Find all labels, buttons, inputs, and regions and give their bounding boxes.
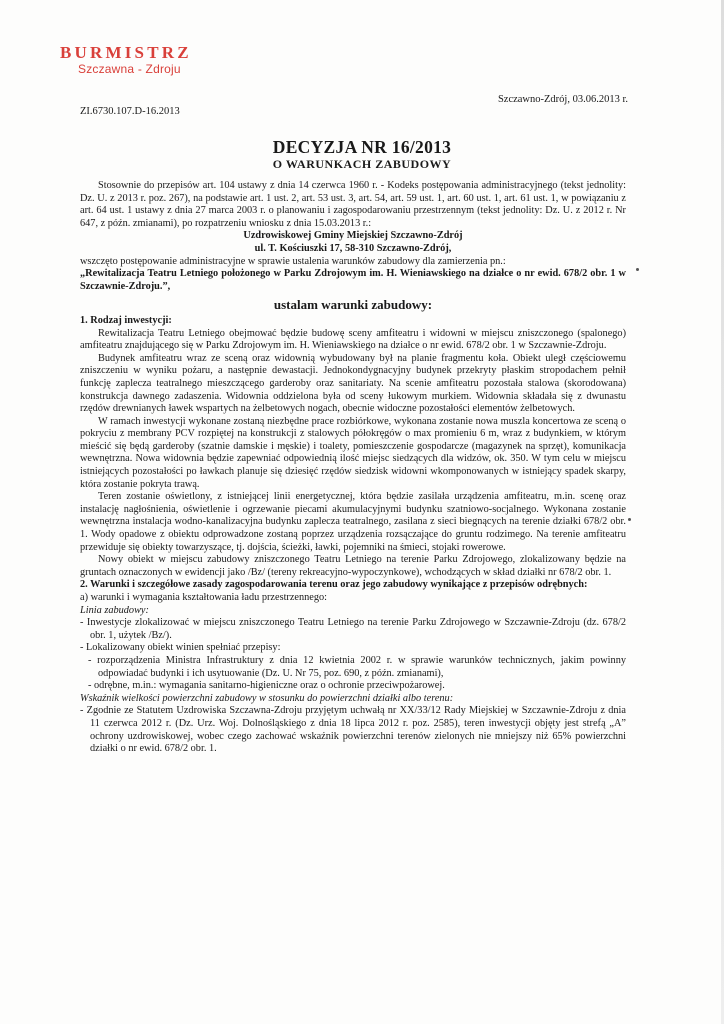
list-item: - Zgodnie ze Statutem Uzdrowiska Szczawna-Zdroju przyjętym uchwałą nr XX/33/12 Rady Miejskiej w Szczawnie-Zdroju z dnia 11 czerwca 2012 r. (Dz. Urz. Woj. Dolnośląskiego z dnia 18 lipca 2012 r. poz. 2585), teren inwestycji objęty jest strefą „A” ochrony uzdrowiskowej, wobec czego zachować wskaźnik powierzchni terenów zielonych nie mniejszy niż 65% powierzchni działki o nr ewid. 678/2 obr. 1. — [80, 705, 626, 755]
section-1-paragraph: W ramach inwestycji wykonane zostaną niezbędne prace rozbiórkowe, wykonana zostanie nowa muszla koncertowa ze sceną o pokryciu z membrany PCV rozpiętej na konstrukcji z stalowych półokręgów o max promieniu 6 m, wraz z budynkiem, w którym mieścić się będą garderoby (szatnie damskie i męskie) i toalety, pomieszczenie gospodarcze (magazynek na sprzęt), komunikacja wewnętrzna. Nowa widownia będzie zapewniać odpowiednią ilość miejsc siedzących dla widzów, ok. 350. W tym celu w miejscu istniejących pozostałości po ławkach planuje się dziesięć rzędów siedzisk widowni wkomponowanych w istniejący spadek skarpy, która zostanie pokryta trawą. — [80, 415, 626, 490]
reference-number: ZI.6730.107.D-16.2013 — [80, 106, 180, 117]
proceedings-text: wszczęto postępowanie administracyjne w sprawie ustalenia warunków zabudowy dla zamierzenia pn.: — [80, 255, 506, 267]
section-2-a: a) warunki i wymagania kształtowania ładu przestrzennego: — [80, 592, 328, 603]
wskaznik-label: Wskaźnik wielkości powierzchni zabudowy w stosunku do powierzchni działki albo terenu: — [80, 692, 454, 704]
decision-subtitle: O WARUNKACH ZABUDOWY — [272, 157, 452, 171]
section-1-paragraph: Rewitalizacja Teatru Letniego obejmować będzie budowę sceny amfiteatru i widowni w miejscu zniszczonego (spalonego) amfiteatru znajdującego się w Parku Zdrojowym im. H. Wieniawskiego na działce o nr ewid. 678/2 obr. 1 w Szczawnie-Zdroju. — [80, 327, 626, 352]
decision-heading: ustalam warunki zabudowy: — [273, 297, 433, 313]
list-item: - rozporządzenia Ministra Infrastruktury z dnia 12 kwietnia 2002 r. w sprawie warunków technicznych, jakim powinny odpowiadać budynki i ich usytuowanie (Dz. U. Nr 75, poz. 690, z późn. zmianami), — [88, 654, 626, 679]
stamp-line-1: BURMISTRZ — [60, 43, 192, 62]
section-1-paragraph: Teren zostanie oświetlony, z istniejącej linii energetycznej, która będzie zasilała urządzenia amfiteatru, m.in. scenę oraz instalację nagłośnienia, oświetlenie i ogrzewanie piecami akumulacyjnymi budynku szatniowo-socjalnego. Wykonana zostanie wewnętrzna instalacja wodno-kanalizacyjna budynku zaplecza teatralnego, zasilana z sieci biegnących na terenie działki 678/2 obr. 1. Wody opadowe z obiektu odprowadzone zostaną poprzez urządzenia rozsączające do gruntu rodzimego. Na terenie amfiteatru przewiduje się obiekty towarzyszące, tj. dojścia, ścieżki, ławki, pojemniki na śmieci, stojaki rowerowe. — [80, 491, 626, 553]
document-body — [80, 180, 626, 756]
place-date: Szczawno-Zdrój, 03.06.2013 r. — [497, 94, 628, 105]
list-item: - odrębne, m.in.: wymagania sanitarno-higieniczne oraz o ochronie przeciwpożarowej. — [88, 680, 445, 692]
decision-title: DECYZJA NR 16/2013 — [272, 137, 452, 157]
official-stamp — [60, 44, 192, 76]
section-1-paragraph: Nowy obiekt w miejscu zabudowy zniszczonego Teatru Letniego na terenie Parku Zdrojowego, zlokalizowany będzie na gruntach oznaczonych w ewidencji jako /Bz/ (tereny rekreacyjno-wypoczynkowe), wchodzących w skład działki nr 678/2 obr. 1. — [80, 554, 626, 578]
section-2-heading: 2. Warunki i szczegółowe zasady zagospodarowania terenu oraz jego zabudowy wynikające z przepisów odrębnych: — [80, 579, 588, 591]
applicant-name: Uzdrowiskowej Gminy Miejskiej Szczawno-Zdrój — [243, 230, 463, 242]
project-name: „Rewitalizacja Teatru Letniego położonego w Parku Zdrojowym im. H. Wieniawskiego na działce o nr ewid. 678/2 obr. 1 w Szczawnie-Zdroju.”, — [80, 268, 626, 292]
section-1-paragraph: Budynek amfiteatru wraz ze sceną oraz widownią wybudowany był na planie fragmentu koła. Obiekt uległ częściowemu zniszczeniu w wyniku pożaru, a następnie dewastacji. Jednokondygnacyjny budynek przekryty płaskim stropodachem pełnił funkcję zaplecza teatralnego mieszczącego garderoby oraz sanitariaty. Na scenie amfiteatru pozostała stalowa (skorodowana) konstrukcja dawnego zadaszenia. Widownia oddzielona była od sceny łukowym murkiem. Widownia składała się z dwunastu rzędów drewnianych ławek wspartych na żelbetowych nogach, obecnie widoczne pozostałości elementów żelbetowych. — [80, 352, 626, 415]
legal-basis-paragraph: Stosownie do przepisów art. 104 ustawy z dnia 14 czerwca 1960 r. - Kodeks postępowania administracyjnego (tekst jednolity: Dz. U. z 2013 r. poz. 267), na podstawie art. 1 ust. 2, art. 53 ust. 3, art. 54, art. 59 ust. 1, art. 60 ust. 1, art. 61 ust. 1, w powiązaniu z art. 64 ust. 1 ustawy z dnia 27 marca 2003 r. o planowaniu i zagospodarowaniu przestrzennym (tekst jednolity: Dz. U. z 2012 r. Nr 647, z późn. zmianami), po rozpatrzeniu wniosku z dnia 15.03.2013 r.: — [80, 180, 626, 229]
linia-zabudowy-label: Linia zabudowy: — [80, 604, 149, 616]
list-item: - Inwestycje zlokalizować w miejscu zniszczonego Teatru Letniego na terenie Parku Zdrojowego w Szczawnie-Zdroju (dz. 678/2 obr. 1, użytek /Bz/). — [80, 617, 626, 641]
section-1-heading: 1. Rodzaj inwestycji: — [80, 314, 172, 326]
list-item: - Lokalizowany obiekt winien spełniać przepisy: — [80, 642, 281, 654]
scan-speck — [636, 268, 639, 271]
scan-speck — [628, 518, 631, 521]
applicant-address: ul. T. Kościuszki 17, 58-310 Szczawno-Zdrój, — [254, 242, 452, 254]
stamp-line-2: Szczawna - Zdroju — [78, 62, 181, 76]
